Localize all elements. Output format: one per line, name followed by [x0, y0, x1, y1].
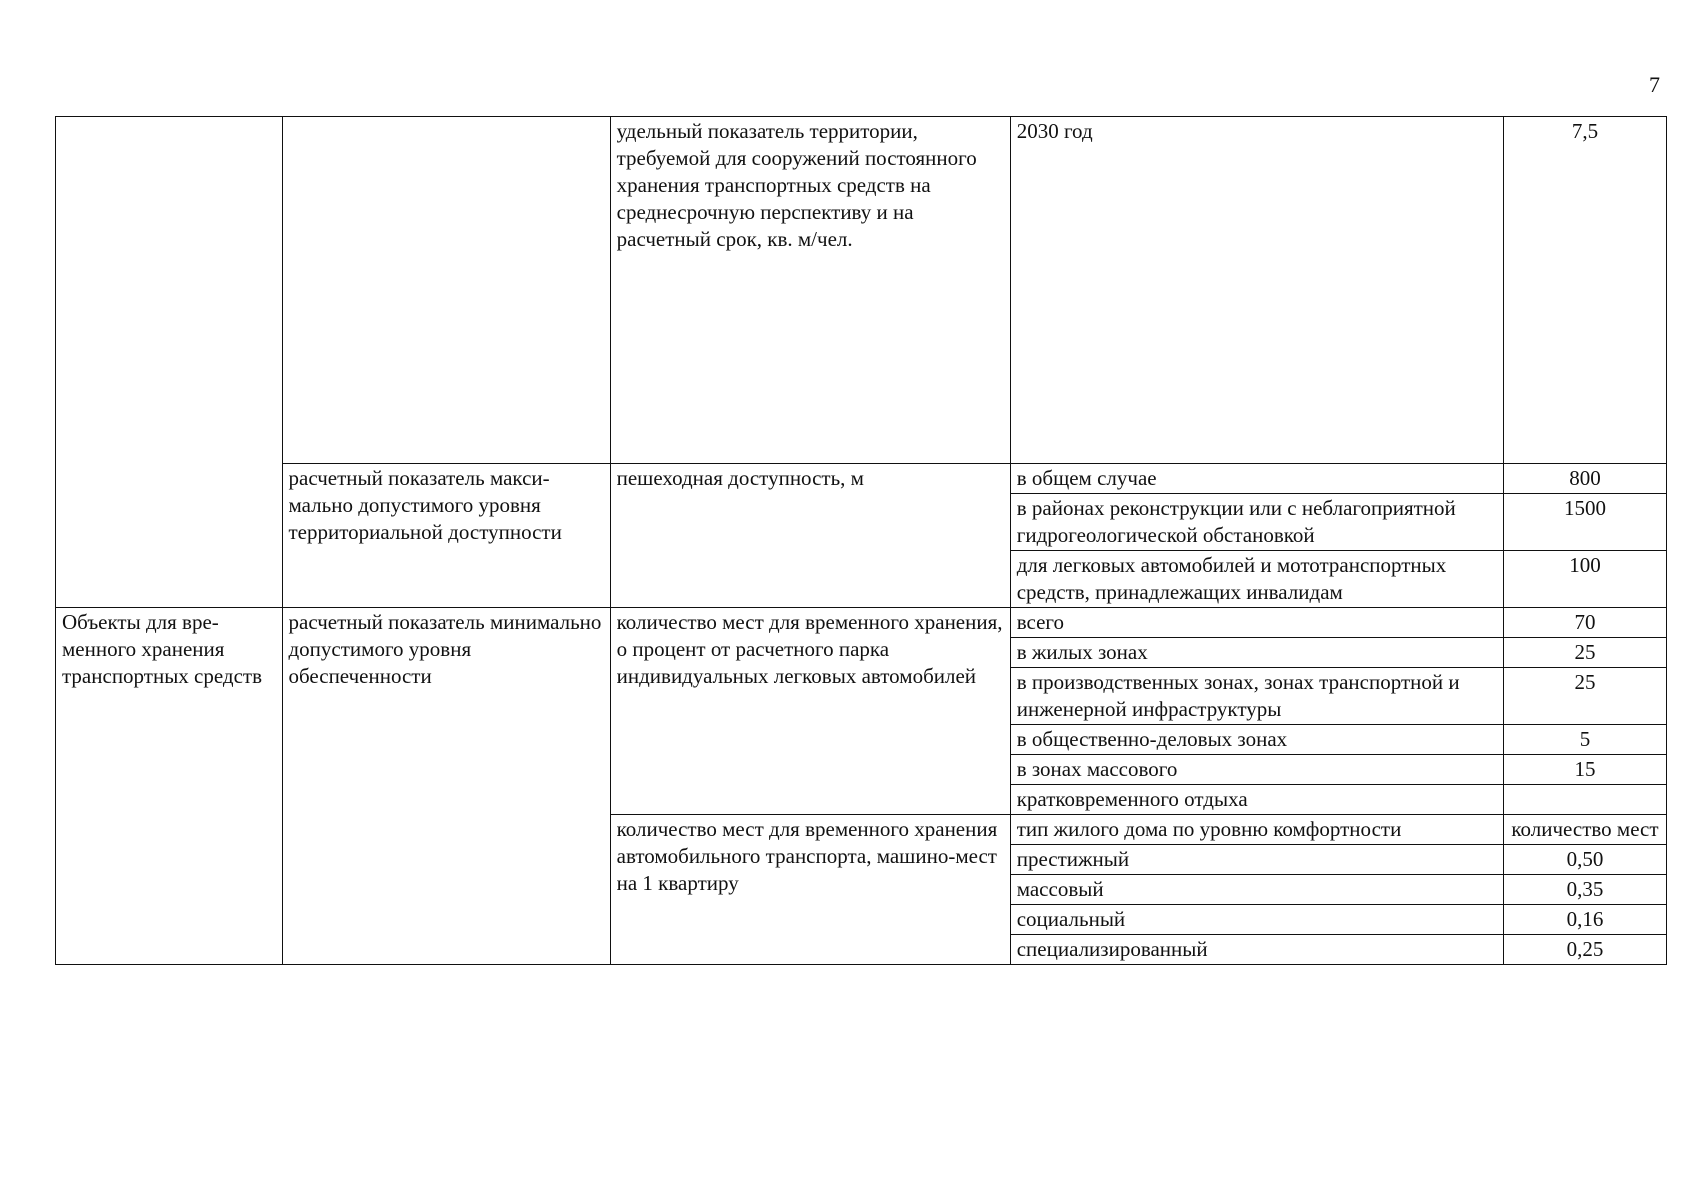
indicator-cell: удельный показатель территории, требуемой для сооружений постоянного хранения транспортных средств на среднесрочную перспективу и на расчетный срок, кв. м/чел.: [610, 117, 1010, 464]
condition-header-cell: тип жилого дома по уровню комфортности: [1010, 815, 1503, 845]
object-cell: Объекты для временного хранения транспортных средств: [56, 608, 283, 965]
condition-cell: кратковременного отдыха: [1010, 785, 1503, 815]
table-row: [56, 464, 1667, 494]
condition-cell: в районах реконструкции или с неблагоприятной гидрогеологической обстановкой: [1010, 494, 1503, 551]
condition-cell: массовый: [1010, 875, 1503, 905]
condition-cell: 2030 год: [1010, 117, 1503, 464]
norms-table: [55, 116, 1667, 965]
value-cell: 100: [1503, 551, 1666, 608]
table-row: [56, 117, 1667, 464]
value-cell: 25: [1503, 668, 1666, 725]
value-cell: 15: [1503, 755, 1666, 785]
condition-cell: в общем случае: [1010, 464, 1503, 494]
indicator-cell: количество мест для временного хранения, о процент от расчетного парка индивидуальных легковых автомобилей: [610, 608, 1010, 815]
value-cell: 70: [1503, 608, 1666, 638]
condition-cell: в общественно-деловых зонах: [1010, 725, 1503, 755]
value-cell: 0,50: [1503, 845, 1666, 875]
value-cell: [1503, 785, 1666, 815]
condition-cell: в производственных зонах, зонах транспортной и инженерной инфраструктуры: [1010, 668, 1503, 725]
condition-cell: специализированный: [1010, 935, 1503, 965]
type-cell: расчетный показатель минимально допустимого уровня обеспеченности: [282, 608, 610, 965]
condition-cell: социальный: [1010, 905, 1503, 935]
value-cell: 0,35: [1503, 875, 1666, 905]
value-cell: 25: [1503, 638, 1666, 668]
indicator-cell: количество мест для временного хранения автомобильного транспорта, машино-мест на 1 квартиру: [610, 815, 1010, 965]
value-cell: 800: [1503, 464, 1666, 494]
value-cell: 0,25: [1503, 935, 1666, 965]
value-cell: 1500: [1503, 494, 1666, 551]
table-row: [56, 608, 1667, 638]
condition-cell: всего: [1010, 608, 1503, 638]
value-cell: 0,16: [1503, 905, 1666, 935]
indicator-cell: пешеходная доступность, м: [610, 464, 1010, 608]
condition-cell: в зонах массового: [1010, 755, 1503, 785]
condition-cell: в жилых зонах: [1010, 638, 1503, 668]
page-number: 7: [1649, 72, 1660, 97]
value-cell: 7,5: [1503, 117, 1666, 464]
condition-cell: для легковых автомобилей и мототранспортных средств, принадлежащих инвалидам: [1010, 551, 1503, 608]
type-cell: расчетный показатель максимально допустимого уровня территориальной доступности: [282, 464, 610, 608]
object-cell-empty: [56, 117, 283, 608]
type-cell-empty: [282, 117, 610, 464]
condition-cell: престижный: [1010, 845, 1503, 875]
value-header-cell: количество мест: [1503, 815, 1666, 845]
value-cell: 5: [1503, 725, 1666, 755]
